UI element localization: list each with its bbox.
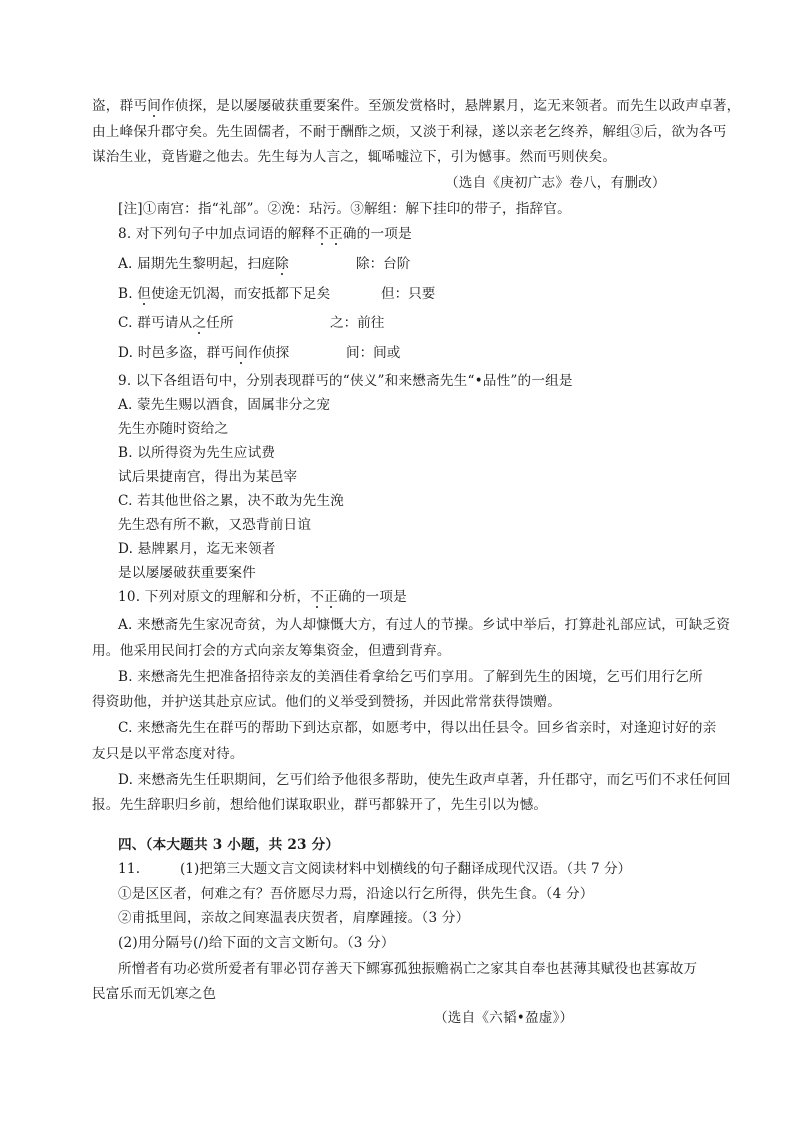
q9-line: A. 蒙先生赐以酒食，固属非分之宠 — [118, 397, 331, 413]
emphasis-dot-char: 不 — [315, 226, 330, 242]
q8-option-b-gloss: 但：只要 — [381, 286, 436, 302]
q8-option-a-gloss: 除：台阶 — [356, 256, 411, 272]
q10-stem: 10. 下列对原文的理解和分析，不正确的一项是 — [118, 589, 407, 605]
q11-text-2: 民富乐而无饥寒之色 — [92, 986, 217, 1002]
q11-part1: (1)把第三大题文言文阅读材料中划横线的句子翻译成现代汉语。（共 7 分） — [180, 861, 632, 877]
q10-line: 得资助他，并护送其赴京应试。他们的义举受到赞扬，并因此常常获得馈赠。 — [92, 694, 561, 710]
q10-line: D. 来懋斋先生任职期间，乞丐们给予他很多帮助，使先生政声卓著，升任郡守，而乞丐们不求任何回 — [118, 772, 731, 788]
q11-sentence-1: ①是区区者，何难之有？吾侪愿尽力焉，沿途以行乞所得，供先生食。（4 分） — [118, 886, 594, 902]
q8-option-a: A. 届期先生黎明起，扫庭除 — [118, 256, 289, 272]
q8-stem: 8. 对下列句子中加点词语的解释不正确的一项是 — [118, 226, 412, 242]
q9-line: 先生恐有所不歉，又恐背前日谊 — [118, 517, 312, 533]
q9-line: 试后果捷南宫，得出为某邑宰 — [118, 469, 298, 485]
q9-line: D. 悬牌累月，迄无来领者 — [118, 541, 276, 557]
emphasis-dot-char: 间 — [234, 345, 249, 361]
passage-line-3: 谋治生业，竟皆避之他去。先生每为人言之，辄唏嘘泣下，引为憾事。然而丐则侠矣。 — [92, 149, 617, 165]
passage-line-2: 由上峰保升郡守矣。先生固儒者，不耐于酬酢之烦，又淡于利禄，遂以亲老乞终养，解组③后，欲为各丐 — [92, 124, 727, 140]
q11-text-1: 所憎者有功必赏所爱者有罪必罚存善天下鳏寡孤独振赡祸亡之家其自奉也甚薄其赋役也甚寡故万 — [118, 961, 698, 977]
q10-line: 友只是以平常态度对待。 — [92, 746, 244, 762]
passage-note: [注]①南宫：指“礼部”。②浼：玷污。③解组：解下挂印的带子，指辞官。 — [118, 201, 571, 217]
q10-line: 报。先生辞职归乡前，想给他们谋取职业，群丐都躲开了，先生引以为憾。 — [92, 797, 548, 813]
q11-part2: (2)用分隔号(/)给下面的文言文断句。（3 分） — [118, 935, 395, 951]
passage-line-1: 盗，群丐间作侦探，是以屡屡破获重要案件。至颁发赏格时，悬牌累月，迄无来领者。而先生以政声卓著， — [92, 98, 741, 114]
q10-line: B. 来懋斋先生把准备招待亲友的美酒佳肴拿给乞丐们享用。了解到先生的困境，乞丐们用行乞所 — [118, 669, 703, 685]
q9-line: C. 若其他世俗之累，决不敢为先生浼 — [118, 493, 345, 509]
q10-line: A. 来懋斋先生家况奇贫，为人却慷慨大方，有过人的节操。乡试中举后，打算赴礼部应试，可缺乏资 — [118, 617, 731, 633]
emphasis-dot-char: 正 — [324, 589, 338, 605]
q9-line: B. 以所得资为先生应试费 — [118, 445, 276, 461]
q11-sentence-2: ②甫抵里闾，亲故之间寒温表庆贺者，肩摩踵接。（3 分） — [118, 910, 470, 926]
q11-number: 11. — [118, 861, 141, 877]
passage-source: （选自《庚初广志》卷八，有删改） — [445, 175, 666, 191]
emphasis-dot-char: 但 — [137, 286, 152, 302]
emphasis-dot-char: 除 — [275, 256, 289, 272]
q8-option-c: C. 群丐请从之任所 — [118, 315, 234, 331]
q9-line: 先生亦随时资给之 — [118, 421, 229, 437]
section-4-title: 四、（本大题共 3 小题，共 23 分） — [118, 837, 340, 853]
q9-line: 是以屡屡破获重要案件 — [118, 565, 256, 581]
q8-option-c-gloss: 之：前往 — [330, 315, 385, 331]
q8-option-b: B. 但使途无饥渴，而安抵都下足矣 — [118, 286, 331, 302]
q10-line: C. 来懋斋先生在群丐的帮助下到达京都，如愿考中，得以出任县令。回乡省亲时，对逢迎讨好的亲 — [118, 720, 717, 736]
q10-line: 用。他采用民间打会的方式向亲友筹集资金，但遭到背弃。 — [92, 643, 451, 659]
emphasis-dot-char: 正 — [329, 226, 343, 242]
emphasis-dot-char: 间 — [147, 98, 161, 114]
q8-option-d-gloss: 间：间或 — [346, 345, 401, 361]
q11-source: （选自《六韬•盈虚》） — [434, 1010, 574, 1026]
q9-stem: 9. 以下各组语句中，分别表现群丐的“侠义”和来懋斋先生“•品性”的一组是 — [118, 373, 573, 389]
emphasis-dot-char: 不 — [310, 589, 325, 605]
q8-option-d: D. 时邑多盗，群丐间作侦探 — [118, 345, 290, 361]
emphasis-dot-char: 之 — [192, 315, 207, 331]
